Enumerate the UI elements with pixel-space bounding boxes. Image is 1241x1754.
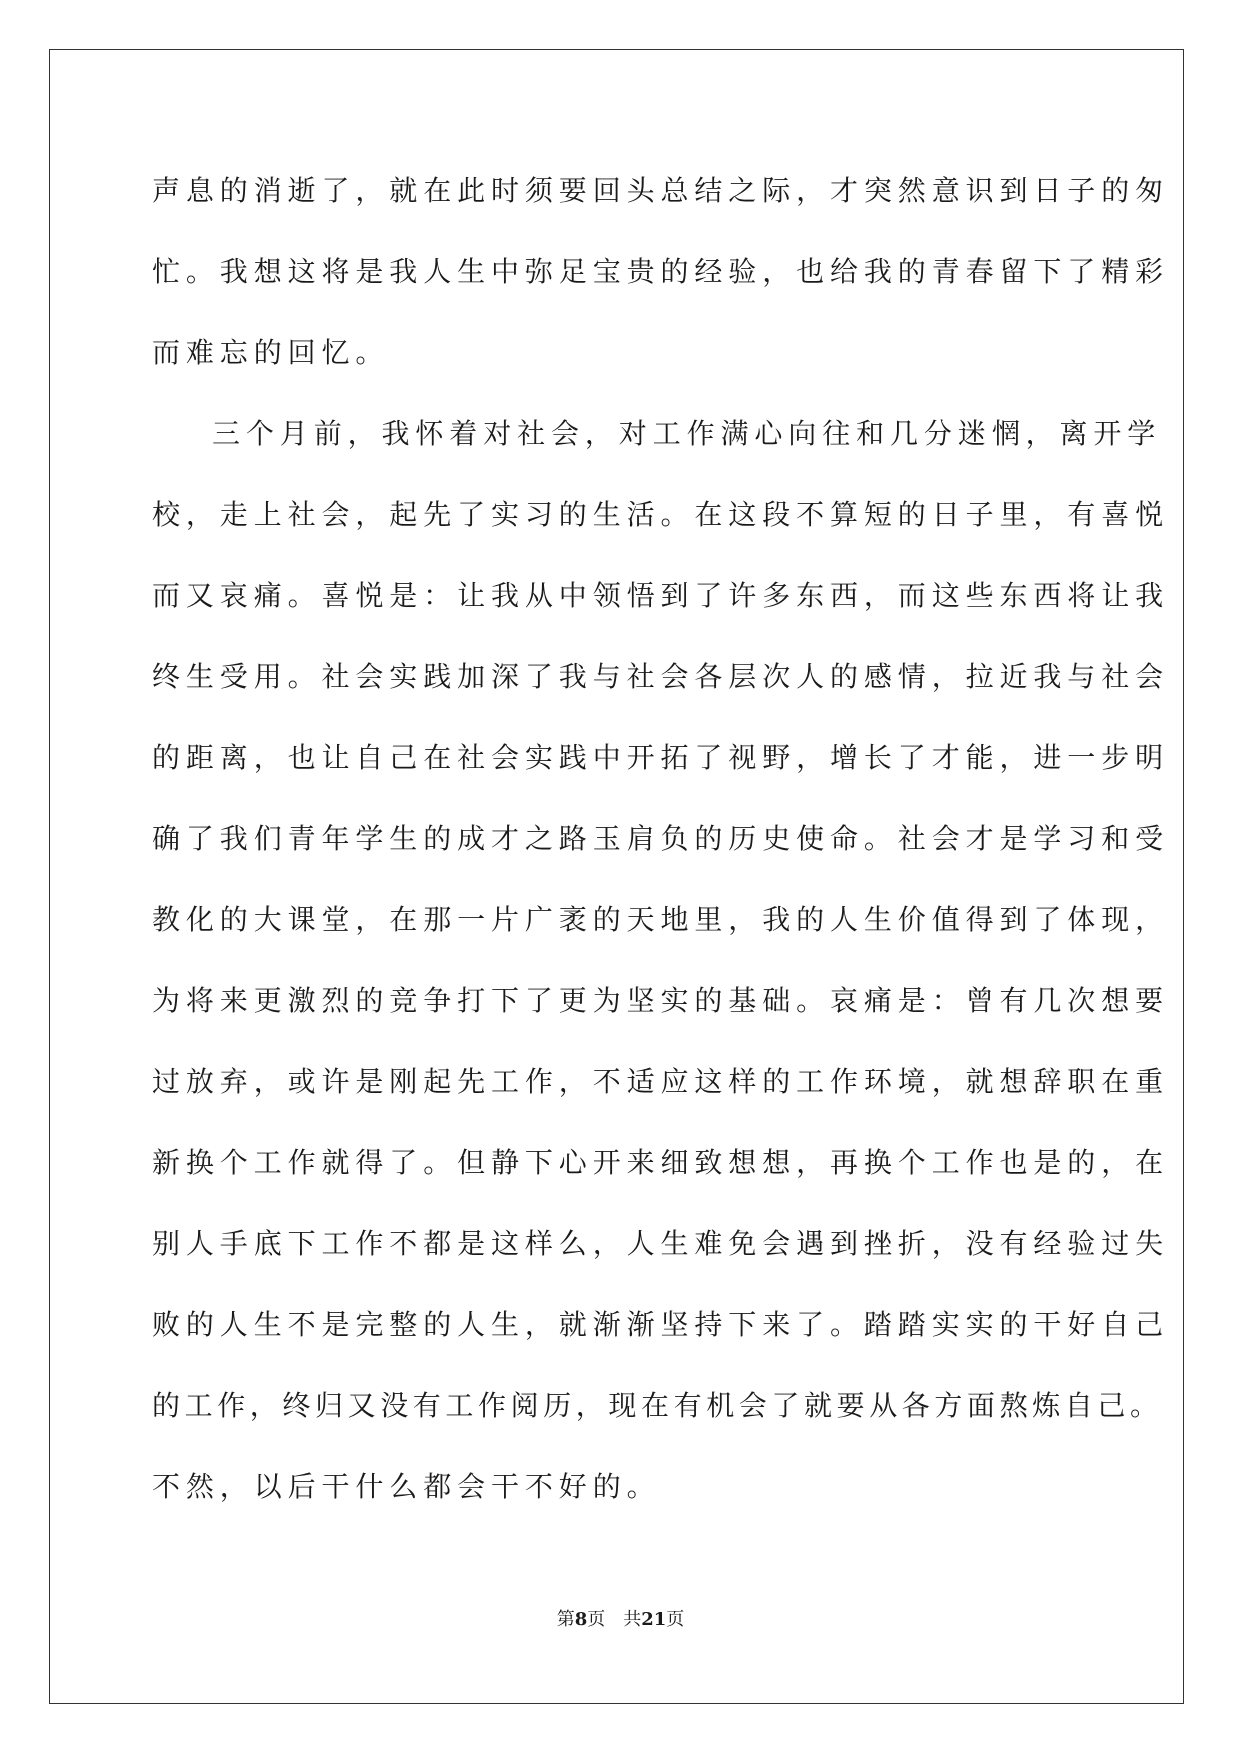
text-line: 败的人生不是完整的人生，就渐渐坚持下来了。踏踏实实的干好自己 [152, 1308, 1170, 1341]
text-line: 不然，以后干什么都会干不好的。 [152, 1470, 661, 1503]
text-line: 忙。我想这将是我人生中弥足宝贵的经验，也给我的青春留下了精彩 [152, 255, 1170, 288]
text-line: 教化的大课堂，在那一片广袤的天地里，我的人生价值得到了体现， [152, 903, 1170, 936]
text-line: 而又哀痛。喜悦是：让我从中领悟到了许多东西，而这些东西将让我 [152, 579, 1170, 612]
text-line: 为将来更激烈的竞争打下了更为坚实的基础。哀痛是：曾有几次想要 [152, 984, 1170, 1017]
text-line: 终生受用。社会实践加深了我与社会各层次人的感情，拉近我与社会 [152, 660, 1170, 693]
text-line: 而难忘的回忆。 [152, 336, 390, 369]
text-line: 声息的消逝了，就在此时须要回头总结之际，才突然意识到日子的匆 [152, 174, 1170, 207]
page-footer [0, 1609, 1241, 1631]
text-line: 的距离，也让自己在社会实践中开拓了视野，增长了才能，进一步明 [152, 741, 1170, 774]
footer-suffix: 页 [666, 1609, 685, 1630]
page-border [49, 49, 1184, 1704]
text-line: 的工作，终归又没有工作阅历，现在有机会了就要从各方面熬炼自己。 [152, 1389, 1163, 1422]
text-line: 新换个工作就得了。但静下心开来细致想想，再换个工作也是的，在 [152, 1146, 1170, 1179]
text-line: 别人手底下工作不都是这样么，人生难免会遇到挫折，没有经验过失 [152, 1227, 1170, 1260]
text-line: 校，走上社会，起先了实习的生活。在这段不算短的日子里，有喜悦 [152, 498, 1170, 531]
total-page-number: 21 [641, 1609, 667, 1630]
paragraph-start-line: 三个月前，我怀着对社会，对工作满心向往和几分迷惘，离开学 [212, 417, 1162, 450]
footer-prefix: 第 [556, 1609, 575, 1630]
text-line: 过放弃，或许是刚起先工作，不适应这样的工作环境，就想辞职在重 [152, 1065, 1170, 1098]
footer-middle: 页 共 [587, 1609, 642, 1630]
current-page-number: 8 [574, 1609, 588, 1630]
text-line: 确了我们青年学生的成才之路玉肩负的历史使命。社会才是学习和受 [152, 822, 1170, 855]
